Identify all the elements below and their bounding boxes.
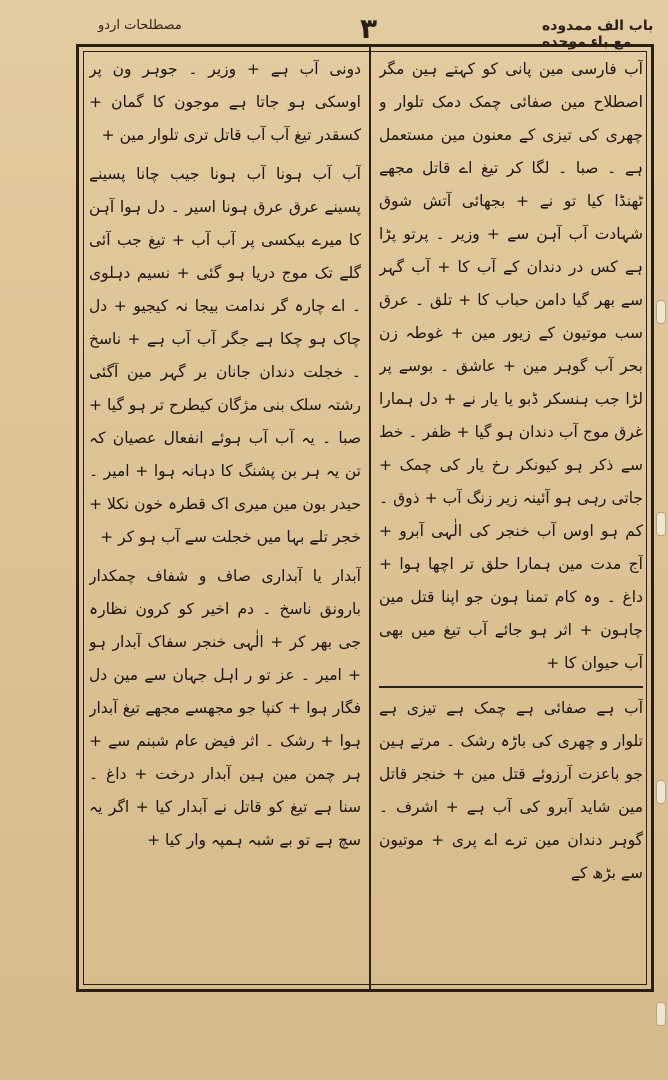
text-frame (76, 44, 654, 992)
left-paragraph-2: آب آب ہونا آب ہونا جیب چانا پسینے پسینے عرق عرق ہونا اسیر ۔ دل ہوا آہن کا میرے بیکسی پر آب آب + تیغ جب آئی گلے تک موج دریا ہو گئی + نسیم دہلوی ۔ اے چارہ گر ندامت بیجا نہ کیجیو + دل چاک ہو چکا ہے جگر آب آب ہے + ناسخ ۔ خجلت دندان جانان بر گہر مین آگئی رشتہ سلک بنی مژگان کیطرح تر ہو گیا + صبا ۔ یہ آب آب ہوئے انفعال عصیان کہ تن یہ ہر بن پشنگ کا دہانہ ہوا + امیر ۔ حیدر بون مین میری اک قطرہ خون نکلا + خجر تلے بہا میں خجلت سے آب ہو کر + (89, 165, 361, 546)
binding-thread (656, 1002, 666, 1026)
chapter-heading: باب الف ممدوده مع باء موحده (542, 18, 654, 50)
left-paragraph-1: دونی آب ہے + وزیر ۔ جوہر ون پر اوسکی ہو جاتا ہے موجون کا گمان + کسقدر تیغ آب آب قاتل تری تلوار مین + (89, 60, 361, 144)
binding-thread (656, 512, 666, 536)
page-number: ٣ (360, 12, 378, 45)
column-divider (369, 47, 371, 989)
right-paragraph-1: آب فارسی مین پانی کو کہتے ہین مگر اصطلاح مین صفائی چمک دمک تلوار و چھری کی تیزی کے معنون مین مستعمل ہے ۔ صبا ۔ لگا کر تیغ اے قاتل مجھے ٹھنڈا کیا تو نے + بجھائی آتش شوق شہادت آب آہن سے + وزیر ۔ پرتو پڑا ہے کس در دندان کے آب کا + آب گہر سے بھر گیا دامن حباب کا + تلق ۔ عرق سب موتیون کے زیور مین + غوطہ زن بحر آب گوہر مین + عاشق ۔ بوسے پر لڑا جب ہنسکر ڈبو یا یار نے + دل ہمارا غرق موج آب دندان ہو گیا + ظفر ۔ خط سے ذکر ہو کیونکر رخ یار کی چمک + جاتی رہی ہو آئینہ زیر زنگ آب + ذوق ۔ کم ہو اوس آب خنجر کی الٰہی آبرو + آج مدت مین ہمارا حلق تر اچھا ہوا + داغ ۔ وہ کام تمنا ہون جو اپنا قتل مین چاہون + اثر ہو جائے آب تیغ میں بھی آب حیوان کا + (379, 60, 643, 672)
right-paragraph-2: آب ہے صفائی ہے چمک ہے تیزی ہے تلوار و چھری کی باڑہ رشک ۔ مرتے ہین جو باعزت آرزوئے قتل مین + خنجر قاتل مین شاید آبرو کی آب ہے + اشرف ۔ گوہر دندان مین ترے اے پری + موتیون سے بڑھ کے (379, 699, 643, 882)
right-column (379, 53, 643, 983)
running-title: مصطلحات اردو (98, 18, 182, 33)
binding-thread (656, 780, 666, 804)
section-rule (379, 686, 643, 688)
binding-thread (656, 300, 666, 324)
left-column (89, 53, 361, 983)
page-header (0, 12, 668, 50)
left-paragraph-3: آبدار یا آبداری صاف و شفاف چمکدار بارونق ناسخ ۔ دم اخیر کو کرون نظارہ جی بھر کر + الٰہی خنجر سفاک آبدار ہو + امیر ۔ عز تو ر اہل جہان سے مین دل فگار ہوا + کنپا جو مجھسے مجھے تیغ آبدار ہوا + رشک ۔ اثر فیض عام شبنم سے + ہر چمن مین ہین آبدار درخت + داغ ۔ سنا ہے تیغ کو قاتل نے آبدار کیا + اگر یہ سچ ہے تو بے شبہ ہمپہ وار کیا + (89, 567, 361, 849)
